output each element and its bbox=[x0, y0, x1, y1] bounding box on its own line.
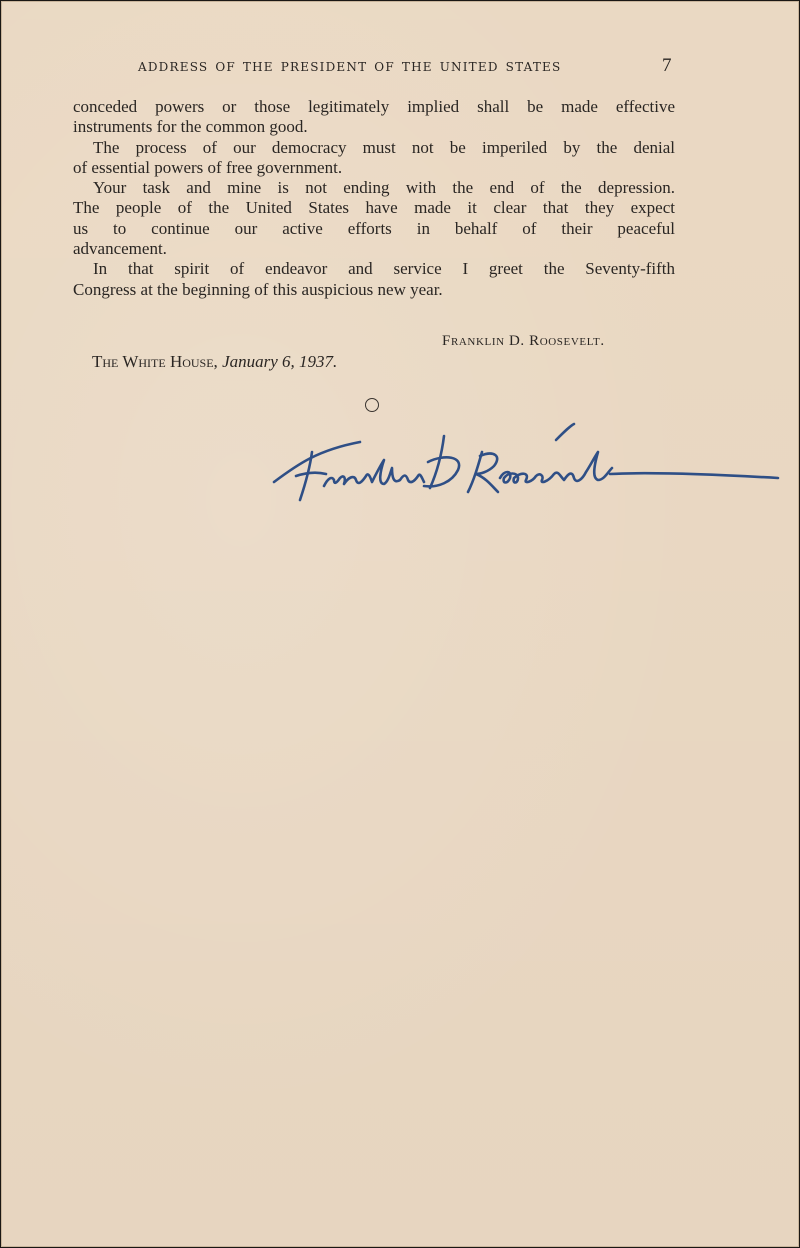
paragraph-3-line-4: advancement. bbox=[73, 239, 167, 259]
paragraph-1-line-1: conceded powers or those legitimately implied shall be made effective bbox=[73, 97, 675, 116]
paragraph-3 bbox=[73, 178, 675, 259]
running-head: ADDRESS OF THE PRESIDENT OF THE UNITED STATES bbox=[138, 60, 562, 74]
paragraph-2 bbox=[73, 138, 675, 179]
body-text bbox=[73, 97, 675, 300]
paragraph-1-line-2: instruments for the common good. bbox=[73, 117, 308, 137]
paragraph-2-line-1: The process of our democracy must not be imperiled by the denial bbox=[93, 137, 675, 157]
paragraph-3-line-1: Your task and mine is not ending with the end of the depression. bbox=[93, 178, 675, 198]
paragraph-4-line-1: In that spirit of endeavor and service I greet the Seventy-fifth bbox=[93, 259, 675, 279]
paragraph-1 bbox=[73, 97, 675, 138]
handwritten-signature bbox=[268, 422, 788, 522]
printed-signature: Franklin D. Roosevelt. bbox=[442, 333, 605, 349]
dateline bbox=[92, 352, 337, 372]
paragraph-3-line-3: us to continue our active efforts in behalf of their peaceful bbox=[73, 218, 675, 238]
paragraph-4 bbox=[73, 259, 675, 300]
dateline-date: January 6, 1937. bbox=[222, 352, 338, 371]
circle-ornament bbox=[365, 398, 379, 412]
paragraph-3-line-2: The people of the United States have made it clear that they expect bbox=[73, 198, 675, 218]
document-page bbox=[1, 1, 799, 1247]
paragraph-4-line-2: Congress at the beginning of this auspicious new year. bbox=[73, 279, 443, 299]
paragraph-2-line-2: of essential powers of free government. bbox=[73, 157, 343, 177]
dateline-place: The White House, bbox=[92, 352, 218, 371]
page-number: 7 bbox=[662, 55, 672, 76]
